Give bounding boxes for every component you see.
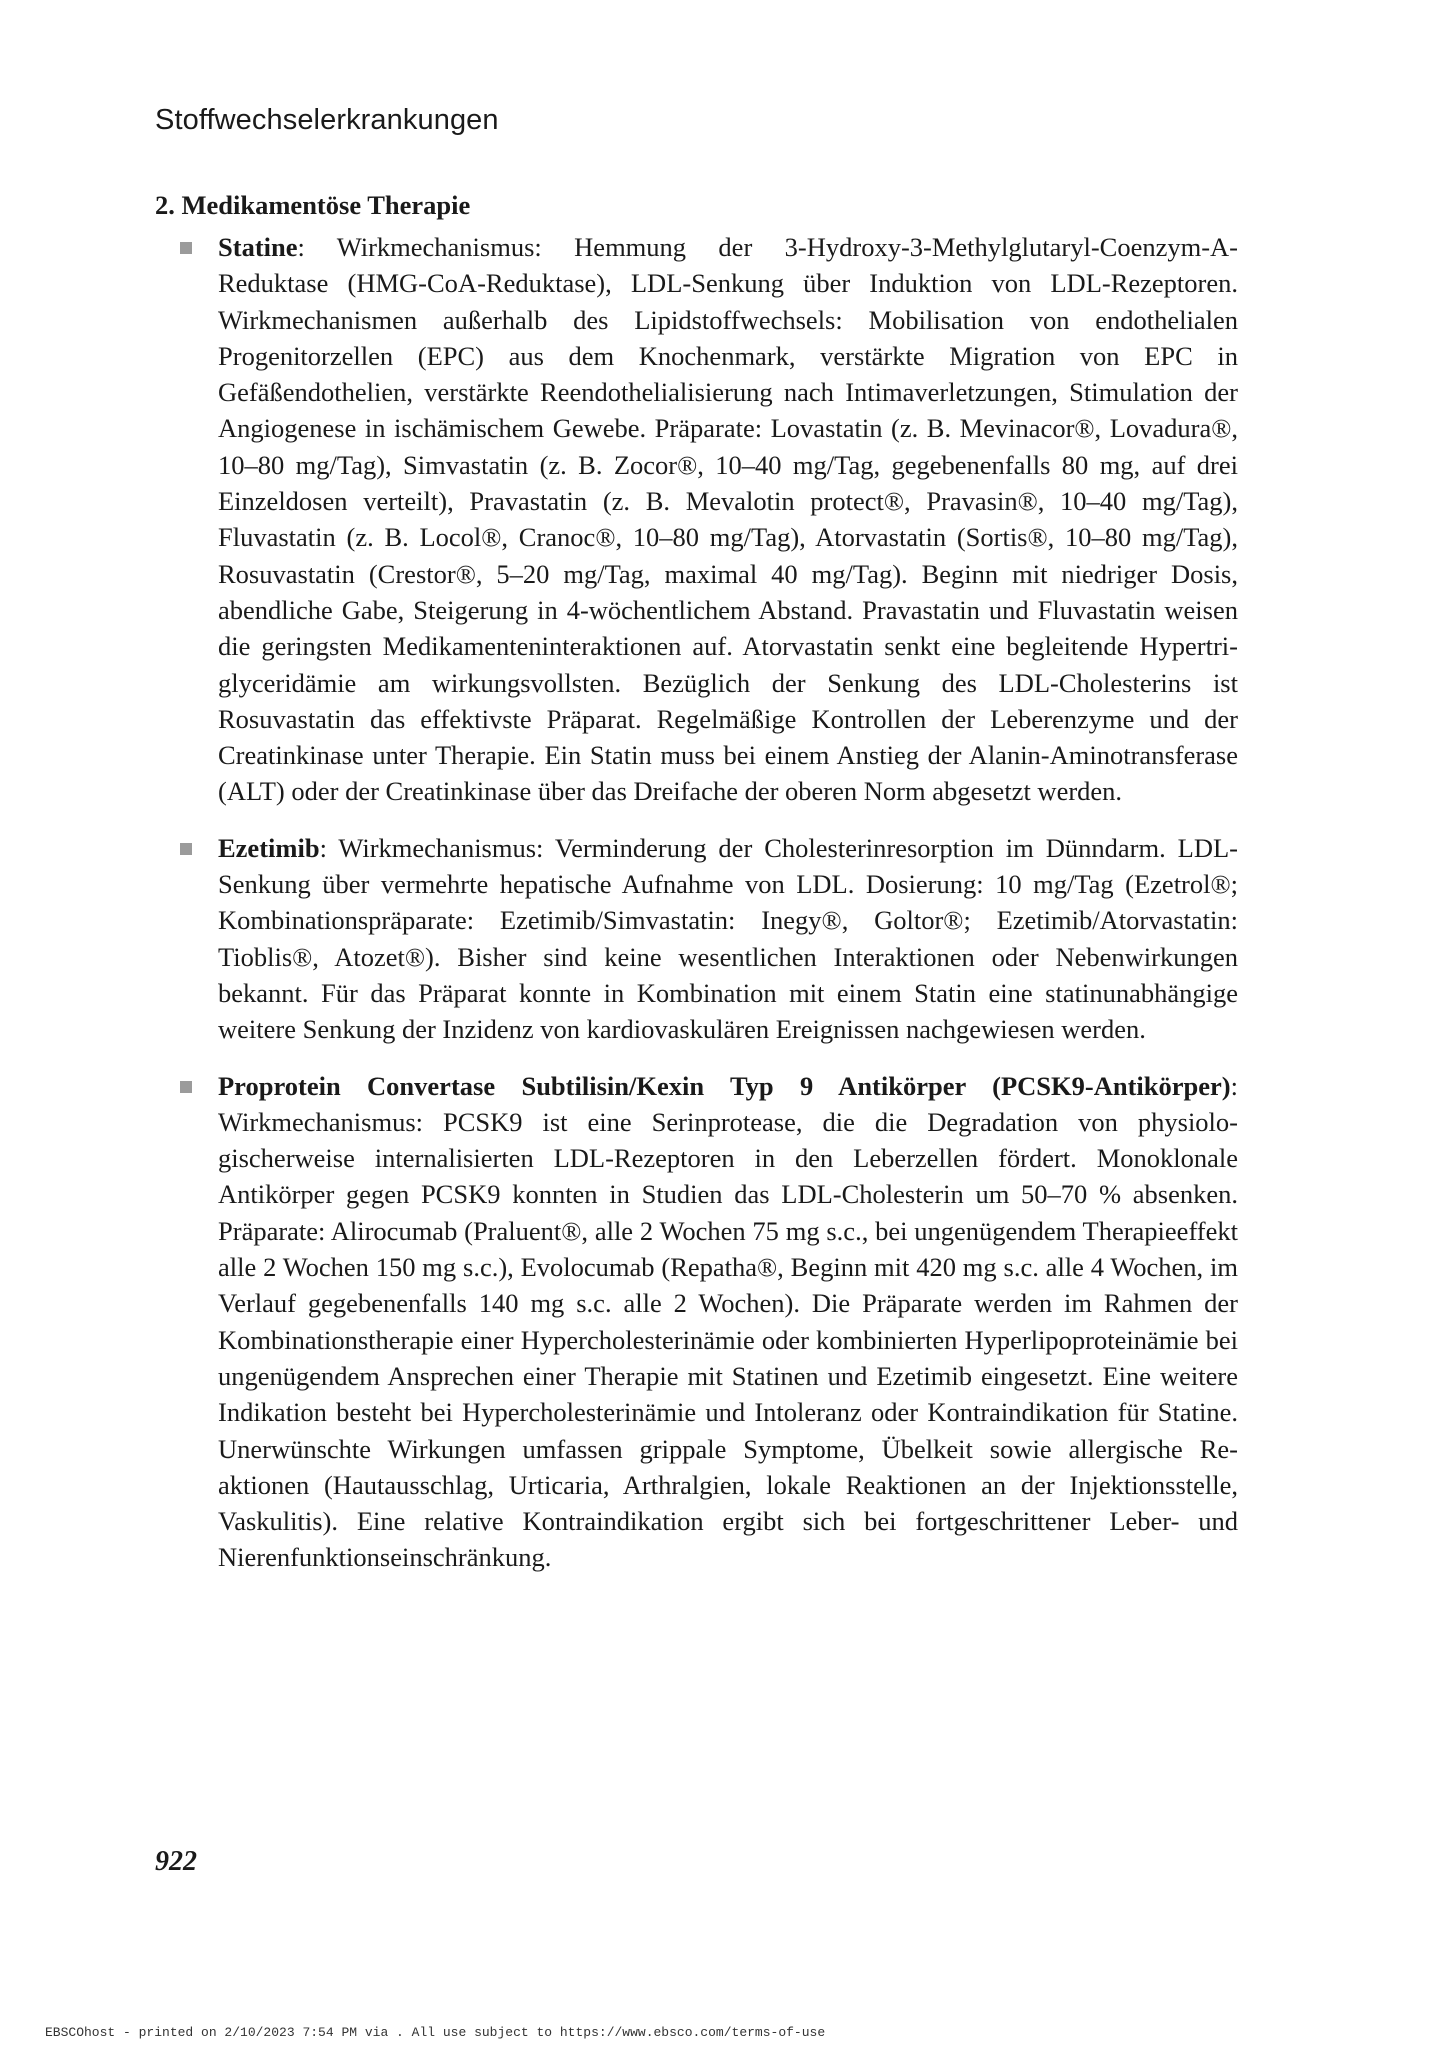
square-bullet-icon xyxy=(180,1081,192,1093)
bullet-item-statine xyxy=(178,229,1238,810)
print-footer-note: EBSCOhost - printed on 2/10/2023 7:54 PM via . All use subject to https://www.ebsco.com/terms-of-use xyxy=(45,2025,826,2040)
bullet-term: Statine xyxy=(218,232,298,262)
bullet-text: : Wirkmechanismus: PCSK9 ist eine Serinprotease, die die Degradation von physiologischerweise internalisierten LDL-Rezeptoren in den Leberzellen fördert. Monoklonale Antikörper gegen PCSK9 konnten in Studien das LDL-Cholesterin um 50–70 % absenken. Präparate: Alirocumab (Praluent®, alle 2 Wochen 75 mg s.c., bei ungenügendem Therapieeffekt alle 2 Wochen 150 mg s.c.), Evolocumab (Repatha®, Beginn mit 420 mg s.c. alle 4 Wochen, im Verlauf gegebenenfalls 140 mg s.c. alle 2 Wochen). Die Präparate werden im Rahmen der Kombinationstherapie einer Hypercholesterinämie oder kombinierten Hyperlipoproteinämie bei ungenügendem Ansprechen einer Therapie mit Statinen und Ezetimib eingesetzt. Eine weitere Indikation besteht bei Hypercholesterinämie und Intoleranz oder Kontraindikation für Statine. Unerwünschte Wirkungen umfassen grippale Symptome, Übelkeit sowie allergische Reaktionen (Hautausschlag, Urticaria, Arthralgien, lokale Reaktionen an der Injektionsstelle, Vaskulitis). Eine relative Kontraindikation ergibt sich bei fortgeschrittener Leber- und Nierenfunktionseinschränkung. xyxy=(218,1070,1238,1573)
bullet-list xyxy=(178,229,1238,1576)
bullet-term: Ezetimib xyxy=(218,832,320,863)
square-bullet-icon xyxy=(180,843,192,855)
section-title: 2. Medikamentöse Therapie xyxy=(155,190,471,220)
page-number: 922 xyxy=(155,1846,197,1877)
bullet-text: : Wirkmechanismus: Hemmung der 3-Hydroxy-3-Methylglutaryl-Coenzym-A-Reduktase (HMG-CoA-Reduktase), LDL-Senkung über Induktion von LDL-Rezeptoren. Wirkmechanismen außerhalb des Lipidstoffwechsels: Mobilisation von endothelialen Progenitorzellen (EPC) aus dem Knochenmark, verstärkte Migration von EPC in Gefäßendothelien, verstärkte Reendothelialisierung nach Intimaverletzungen, Stimulation der Angiogenese in ischämischem Gewebe. Präparate: Lovastatin (z. B. Mevinacor®, Lovadura®, 10–80 mg/Tag), Simvastatin (z. B. Zocor®, 10–40 mg/Tag, gegebenenfalls 80 mg, auf drei Einzeldosen verteilt), Pravastatin (z. B. Mevalotin protect®, Pravasin®, 10–40 mg/Tag), Fluvastatin (z. B. Locol®, Cranoc®, 10–80 mg/Tag), Atorvastatin (Sortis®, 10–80 mg/Tag), Rosuvastatin (Crestor®, 5–20 mg/Tag, maximal 40 mg/Tag). Beginn mit niedriger Dosis, abendliche Gabe, Steigerung in 4-wöchentlichem Abstand. Pravastatin und Fluvastatin weisen die geringsten Medikamenteninteraktionen auf. Atorvastatin senkt eine begleitende Hypertriglyceridämie am wirkungsvollsten. Bezüglich der Senkung des LDL-Cholesterins ist Rosuvastatin das effektivste Präparat. Regelmäßige Kontrollen der Leberenzyme und der Creatinkinase unter Therapie. Ein Statin muss bei einem Anstieg der Alanin-Aminotransferase (ALT) oder der Creatinkinase über das Dreifache der oberen Norm abgesetzt werden. xyxy=(218,232,1238,807)
bullet-term: Proprotein Convertase Subtilisin/Kexin Typ 9 Antikörper (PCSK9-Antikörper) xyxy=(218,1070,1231,1101)
bullet-item-ezetimib xyxy=(178,830,1238,1048)
bullet-item-pcsk9 xyxy=(178,1068,1238,1576)
square-bullet-icon xyxy=(180,242,192,254)
bullet-text: : Wirkmechanismus: Verminderung der Cholesterinresorption im Dünndarm. LDL-Senkung über vermehrte hepatische Aufnahme von LDL. Dosierung: 10 mg/Tag (Ezetrol®; Kombinationspräparate: Ezetimib/Simvastatin: Inegy®, Goltor®; Ezetimib/Atorvastatin: Tioblis®, Atozet®). Bisher sind keine wesentlichen Interaktionen oder Nebenwirkungen bekannt. Für das Präparat konnte in Kombination mit einem Statin eine statinunabhängige weitere Senkung der Inzidenz von kardiovaskulären Ereignissen nachgewiesen werden. xyxy=(218,832,1238,1045)
running-head: Stoffwechselerkrankungen xyxy=(155,104,499,136)
